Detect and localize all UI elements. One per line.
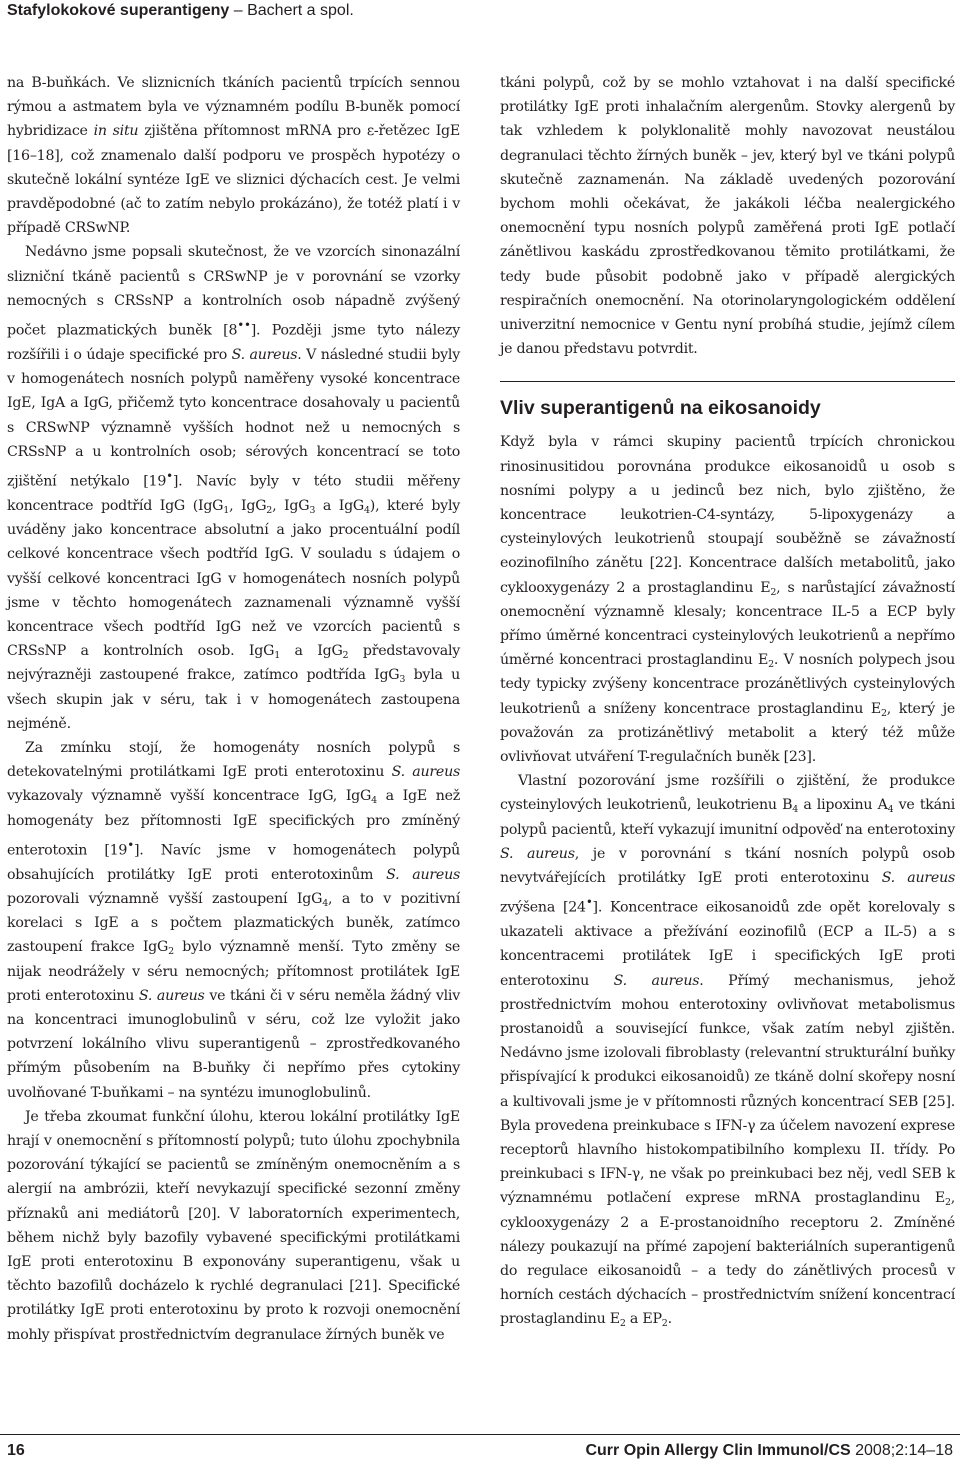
journal-name: Curr Opin Allergy Clin Immunol/CS — [585, 1442, 851, 1459]
section-heading: Vliv superantigenů na eikosanoidy — [500, 397, 821, 420]
left-column — [7, 71, 460, 1347]
italic-term: S. aureus — [881, 870, 955, 887]
paragraph-text: na B-buňkách. Ve sliznicních tkáních pacientů trpících sennou rýmou a astmatem byla ve významném podílu B-buněk pomocí hybridizace — [7, 75, 460, 140]
paragraph-text: Nedávno jsme popsali skutečnost, že ve vzorcích sinonazální slizniční tkáně pacientů s CRSwNP je v porovnání se vzorky nemocných s CRSsNP a kontrolních osob nápadně zvýšený počet plazmatických buněk [8 — [7, 244, 460, 339]
italic-term: S. aureus — [386, 866, 461, 883]
paragraph-text: ve tkáni či v séru neměla žádný vliv na koncentraci imunoglobulinů v séru, což lze vyložit jako potvrzení lokálního vlivu superantigenů – zprostředkovaného přímým působením na B-buňky či nepřímo přes cytokiny uvolňované T-buňkami – na syntézu imunoglobulinů. — [7, 987, 460, 1101]
italic-term: S. aureus — [500, 845, 575, 862]
citation-bullets: • — [127, 837, 134, 852]
right-column — [500, 71, 955, 1332]
paragraph-text: , IgG — [272, 497, 310, 514]
subscript: 2 — [768, 659, 774, 671]
subscript: 1 — [223, 504, 230, 516]
citation-bullets: •• — [237, 318, 251, 333]
paragraph-text: ve tkáni polypů pacientů, kteří vykazují imunitní odpověď na enterotoxiny — [500, 797, 955, 838]
paragraph — [7, 736, 460, 1105]
italic-term: S. aureus — [231, 346, 298, 363]
paragraph — [500, 769, 955, 1331]
footer-divider — [0, 1434, 960, 1435]
paragraph-text: . V následné studii byly v homogenátech nosních polypů naměřeny vysoké koncentrace IgE, IgA a IgG, přičemž tyto koncentrace dosahovaly u pacientů s CRSwNP významně vyšších hodnot než u nemocných s CRSsNP a u kontrolních osob; sérových koncentrací se toto zjištění netýkalo [19 — [7, 346, 460, 490]
running-head — [7, 0, 354, 22]
paragraph-text: byla u všech skupin jak v séru, tak i v homogenátech zastoupena nejméně. — [7, 667, 460, 732]
paragraph-text: . V nosních polypech jsou tedy typicky zvýšeny koncentrace prozánětlivých cysteinylových leukotrienů a sníženy koncentrace prostaglandinu E — [500, 652, 956, 717]
paragraph-text: , který je považován za protizánětlivý metabolit a který též může ovlivňovat utváření T-regulačních buněk [23]. — [500, 700, 955, 766]
subscript: 2 — [944, 1197, 951, 1209]
paragraph — [500, 430, 955, 769]
running-head-separator: – — [229, 2, 248, 19]
paragraph-text: vykazovaly významně vyšší koncentrace IgG, IgG — [7, 788, 372, 805]
subscript: 4 — [322, 897, 328, 909]
subscript: 4 — [364, 504, 370, 516]
subscript: 2 — [619, 1318, 626, 1330]
paragraph-text: ]. Koncentrace eikosanoidů zde opět korelovaly s ukazateli aktivace a přežívání eozinofilů (ECP a IL-5) a s koncentracemi protilátek IgE i specifických IgE proti enterotoxinu — [500, 900, 955, 989]
journal-reference — [585, 1441, 953, 1461]
paragraph-text: bylo významně menší. Tyto změny se nijak neodrážely v séru nemocných; přítomnost protilátek IgE proti enterotoxinu — [7, 939, 461, 1004]
subscript: 3 — [399, 674, 406, 686]
paragraph-text: ), které byly uváděny jako koncentrace absolutní a jako procentuální podíl celkové koncentrace všech podtříd IgG. V souladu s údajem o vyšší celkové koncentraci IgG v homogenátech nosních polypů jsme v těchto homogenátech zaznamenali významně vyšší koncentrace všech podtříd IgG než ve vzorcích pacientů s CRSsNP a kontrolních osob. IgG — [7, 497, 461, 660]
paragraph-text: . — [667, 1311, 672, 1328]
subscript: 3 — [309, 504, 316, 516]
subscript: 4 — [887, 804, 894, 816]
paragraph-text: zvýšena [24 — [500, 900, 586, 917]
paragraph-text: a IgG — [315, 497, 364, 514]
paragraph-text: zjištěna přítomnost mRNA pro ε-řetězec IgE [16–18], což znamenalo další podporu ve prospěch hypotézy o skutečně lokální syntéze IgE ve sliznici dýchacích cest. Je velmi pravděpodobné (ač to zatím nebylo prokázáno), že totéž platí i v případě CRSwNP. — [7, 123, 460, 237]
paragraph — [7, 240, 460, 736]
subscript: 2 — [880, 707, 887, 719]
paragraph-text: a EP — [625, 1311, 662, 1328]
paragraph-text: Když byla v rámci skupiny pacientů trpících chronickou rinosinusitidou porovnána produkce eikosanoidů u osob s nosními polypy a u jedinců bez nich, bylo zjištěno, že koncentrace leukotrien-C4-syntázy, 5-lipoxygenázy a cysteinylových leukotrienů stoupají souběžně se závažností eozinofilního zánětu [22]. Koncentrace dalších metabolitů, jako cyklooxygenázy 2 a prostaglandinu E — [500, 434, 955, 596]
paragraph-text: tkáni polypů, což by se mohlo vztahovat i na další specifické protilátky IgE proti inhalačním alergenům. Stovky alergenů by tak vzhledem k polyklonalitě mohly navozovat neustálou degranulaci těchto žírných buněk – jev, který byl ve tkáni polypů skutečně zaznamenán. Na základě uvedených pozorování bychom mohli očekávat, že jakákoli léčba nealergického onemocnění typu nosních polypů zaměřená proti IgE potlačí zánětlivou kaskádu zprostředkovanou těmito protilátkami, že tedy bude působit podobně jako v případě alergických respiračních onemocnění. Na otorinolaryngologickém oddělení univerzitní nemocnice v Gentu nyní probíhá studie, jejímž cílem je danou představu potvrdit. — [500, 75, 955, 358]
citation-bullets: • — [166, 468, 173, 483]
paragraph — [500, 71, 955, 361]
italic-term: in situ — [93, 123, 139, 140]
paragraph — [7, 71, 460, 240]
running-head-title: Stafylokokové superantigeny — [7, 2, 230, 19]
subscript: 2 — [342, 650, 349, 662]
paragraph-text: , s narůstající závažností onemocnění významně klesaly; koncentrace IL-5 a ECP byly přímo úměrné koncentraci cysteinylových leukotrienů a nepřímo úměrné koncentraci prostaglandinu E — [500, 579, 955, 669]
paragraph — [7, 1105, 460, 1347]
paragraph-text: Je třeba zkoumat funkční úlohu, kterou lokální protilátky IgE hrají v onemocnění s přítomností polypů; tuto úlohu zpochybnila pozorování týkající se pacientů se zmíněným onemocněním a s alergií na ambrózii, kteří nevykazují specifické sezonní změny příznaků ani mediátorů [20]. V laboratorních experimentech, během nichž byly bazofily vybavené specifickými protilátkami IgE proti enterotoxinu B exponovány superantigenu, však u těchto bazofilů docházelo k rychlé degranulaci [21]. Specifické protilátky IgE proti enterotoxinu by proto k rozvoji onemocnění mohly přispívat prostřednictvím degranulace žírných buněk ve — [7, 1108, 460, 1343]
paragraph-text: a IgG — [279, 643, 343, 660]
subscript: 2 — [168, 946, 174, 958]
subscript: 2 — [266, 504, 273, 516]
paragraph-text: pozorovali významně vyšší zastoupení IgG — [7, 890, 323, 907]
italic-term: S. aureus — [613, 972, 700, 989]
paragraph-text: , a to v pozitivní korelaci s IgE a s počtem plazmatických buněk, zatímco zastoupení frakce IgG — [7, 890, 460, 956]
section-divider — [500, 381, 955, 382]
paragraph-text: Za zmínku stojí, že homogenáty nosních polypů s detekovatelnými protilátkami IgE proti enterotoxinu — [7, 739, 460, 781]
italic-term: S. aureus — [138, 987, 205, 1004]
paragraph-text: . Přímý mechanismus, jehož prostřednictvím mohou enterotoxiny ovlivňovat metabolismus prostanoidů a související funkce, však zatím nebyl zjištěn. Nedávno jsme izolovali fibroblasty (relevantní strukturální buňky přispívající k produkci eikosanoidů) ze tkáně dolní skořepy nosní a kultivovali jsme je v přítomnosti různých koncentrací SEB [25]. Byla provedena preinkubace s IFN-γ za účelem navození exprese receptorů hlavního histokompatibilního komplexu II. třídy. Po preinkubaci s IFN-γ, ne však po preinkubaci bez něj, vedl SEB k významnému potlačení exprese mRNA prostaglandinu E — [500, 972, 955, 1207]
journal-citation: 2008;2:14–18 — [850, 1442, 953, 1459]
paragraph-text: ]. Navíc jsme v homogenátech polypů obsahujících protilátky IgE proti enterotoxinům — [7, 842, 460, 883]
subscript: 4 — [792, 804, 799, 816]
paragraph-text: Vlastní pozorování jsme rozšířili o zjištění, že produkce cysteinylových leukotrienů, leukotrienu B — [500, 773, 955, 814]
paragraph-text: ]. Později jsme tyto nálezy rozšířili i o údaje specifické pro — [7, 322, 461, 363]
paragraph-text: , IgG — [229, 497, 267, 514]
running-head-authors: Bachert a spol. — [247, 2, 354, 19]
paragraph-text: a lipoxinu A — [798, 797, 888, 814]
paragraph-text: představovaly nejvýrazněji zastoupené frakce, zatímco podtřída IgG — [7, 643, 460, 684]
paragraph-text: , je v porovnání s tkání nosních polypů osob nevytvářejících protilátky IgE proti enterotoxinu — [500, 845, 955, 887]
paragraph-text: , cyklooxygenázy 2 a E-prostanoidního receptoru 2. Zmíněné nálezy poukazují na přímé zapojení bakteriálních superantigenů do regulace eikosanoidů – a tedy do zánětlivých procesů v horních cestách dýchacích – prostřednictvím snížení koncentrací prostaglandinu E — [500, 1190, 955, 1328]
page-number: 16 — [7, 1442, 25, 1459]
subscript: 4 — [371, 795, 377, 807]
subscript: 2 — [661, 1318, 668, 1330]
italic-term: S. aureus — [391, 764, 460, 781]
paragraph-text: a IgE než homogenáty bez přítomnosti IgE specifických pro zmíněný enterotoxin [19 — [7, 788, 460, 859]
subscript: 2 — [770, 586, 777, 598]
citation-bullets: • — [585, 895, 593, 910]
paragraph-text: ]. Navíc byly v této studii měřeny koncentrace podtříd IgG (IgG — [7, 473, 460, 514]
subscript: 1 — [274, 650, 280, 662]
